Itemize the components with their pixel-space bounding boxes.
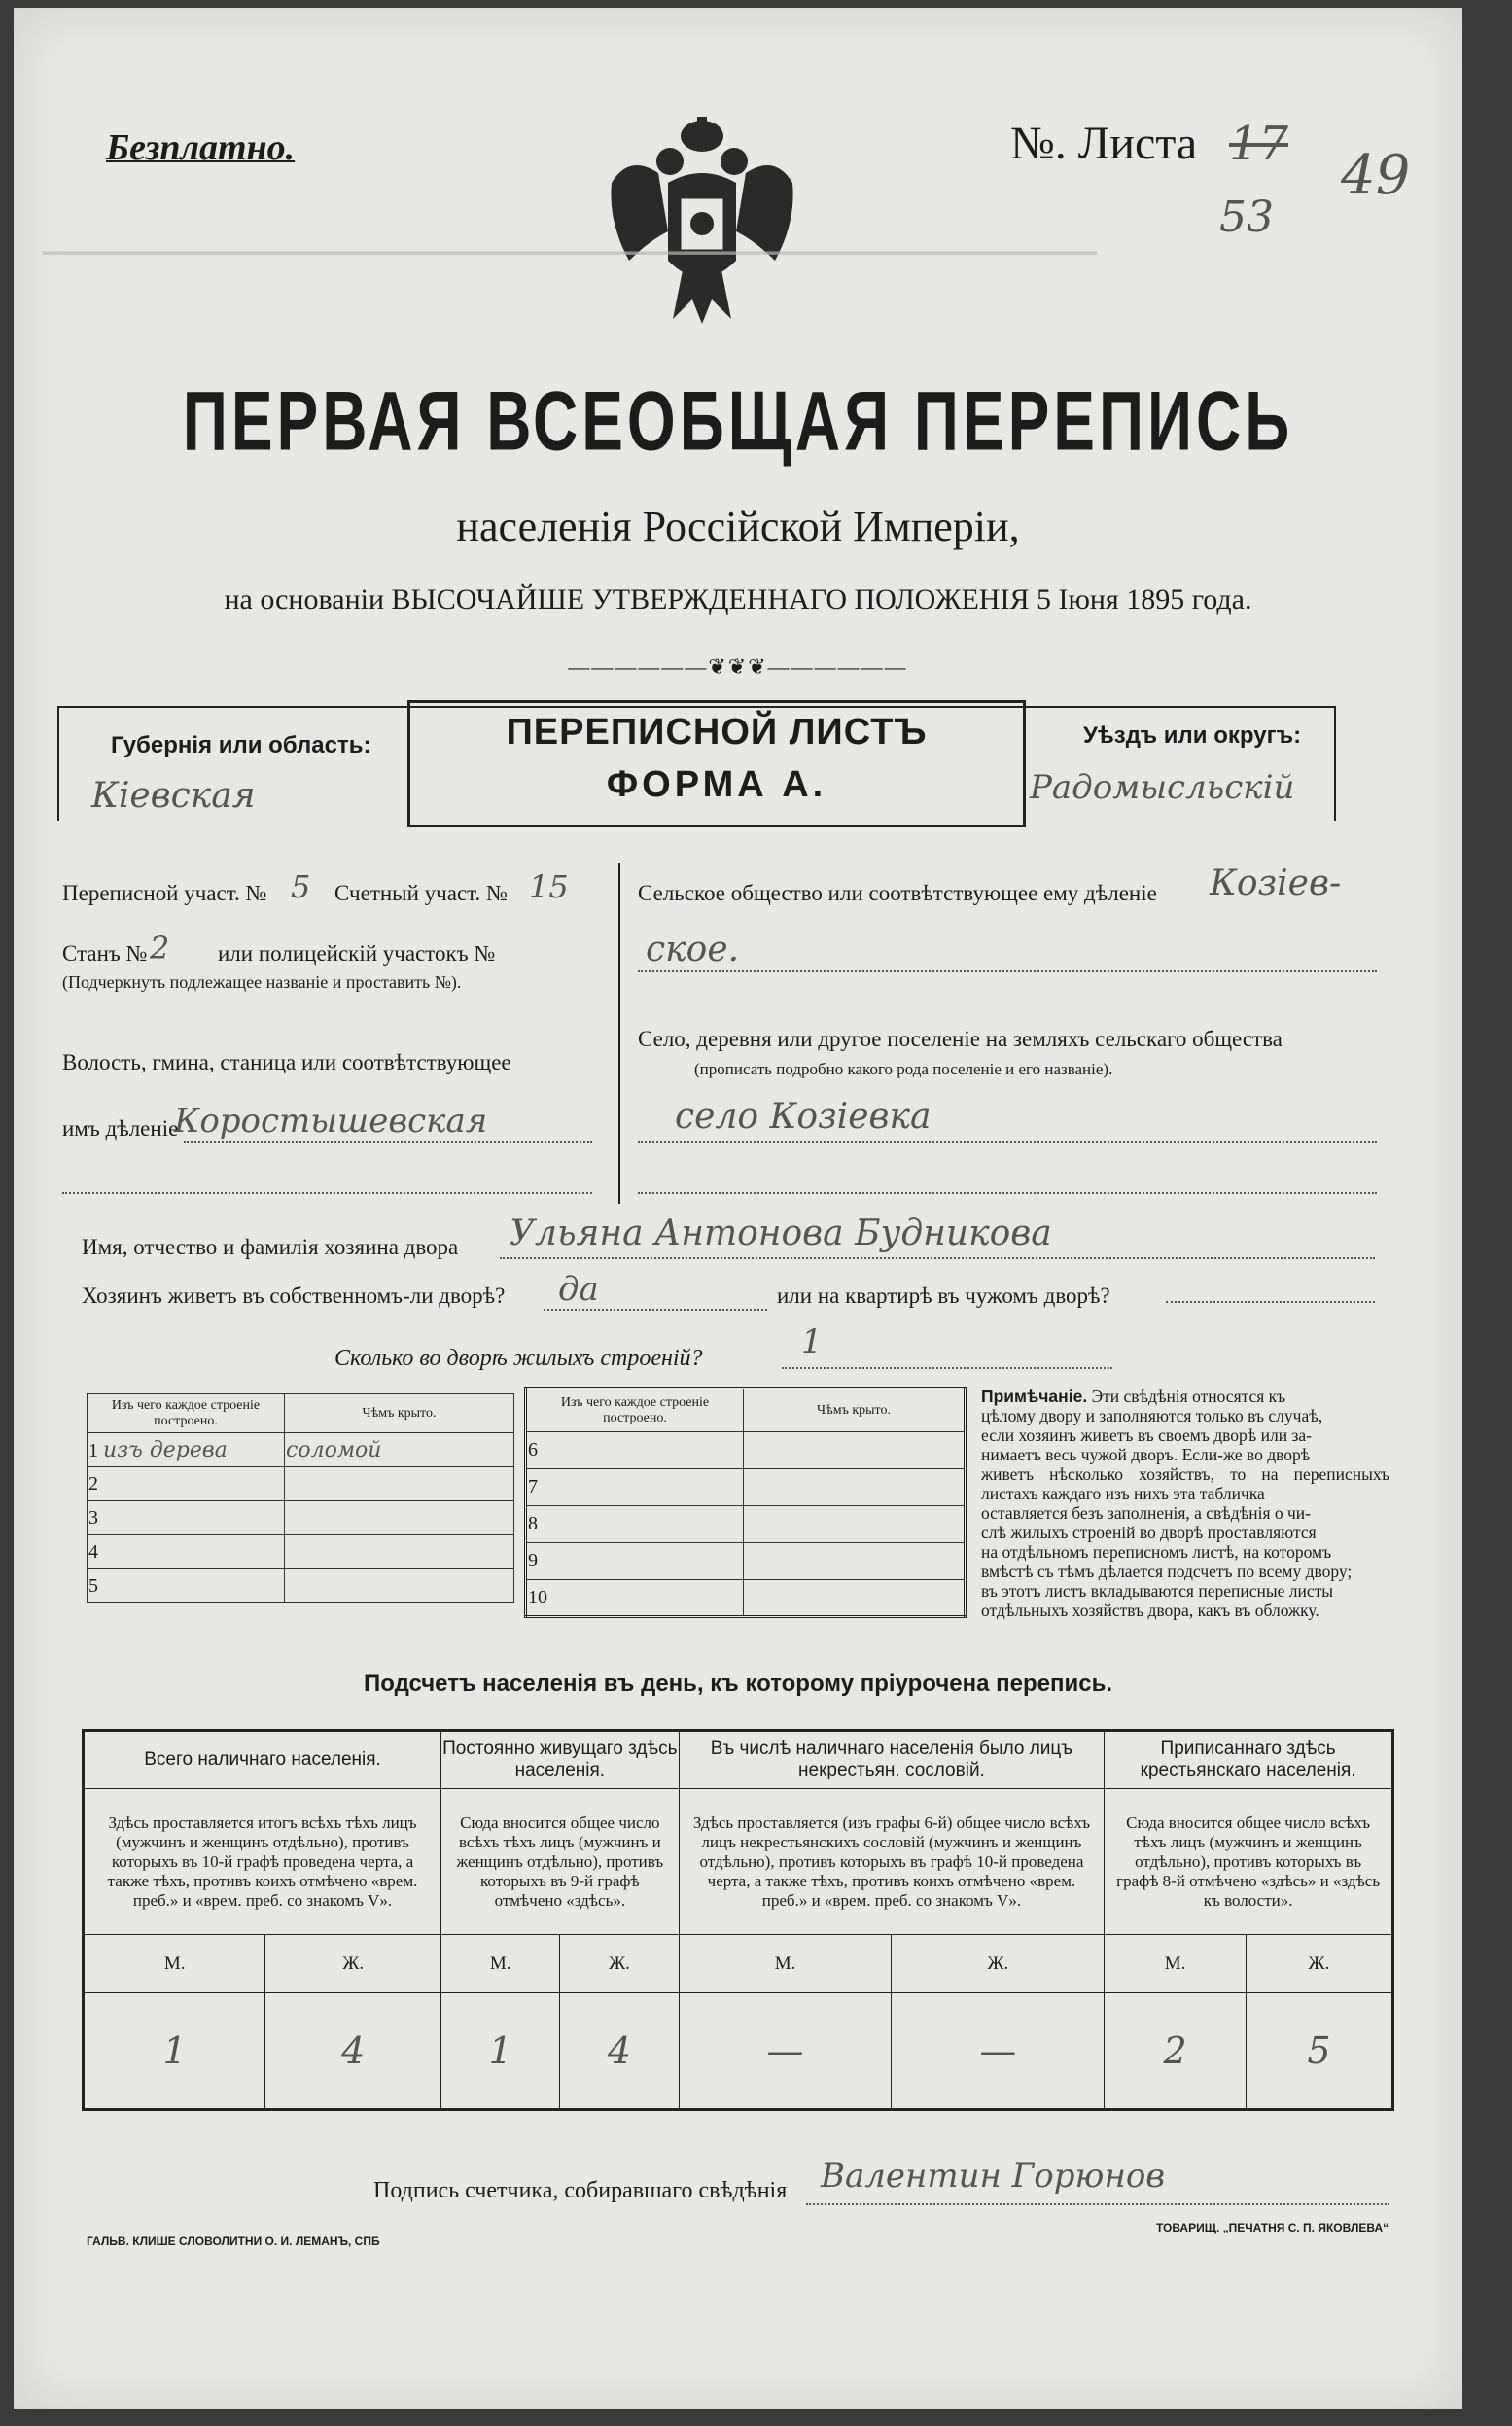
col-roof-right: Чѣмъ крыто. <box>744 1389 966 1432</box>
perepis-uch-value: 5 <box>291 868 311 905</box>
summary-col-4-m: 2 <box>1105 1993 1247 2110</box>
zh-label: Ж. <box>560 1935 679 1993</box>
table-row: 1 изъ дерева <box>88 1433 285 1467</box>
census-sheet <box>14 8 1462 2409</box>
fields-divider <box>618 863 620 1204</box>
gubernia-value: Кіевская <box>91 776 256 816</box>
col-roof: Чѣмъ крыто. <box>285 1394 514 1433</box>
form-header-left-edge <box>57 706 59 821</box>
village-label: Село, деревня или другое поселеніе на земляхъ сельскаго общества <box>638 1027 1283 1051</box>
perepis-uch-label: Переписной участ. № <box>62 881 267 905</box>
village-value: село Козiевка <box>675 1097 932 1137</box>
table-row: 4 <box>88 1535 285 1569</box>
summary-col-3-zh: — <box>892 1993 1105 2110</box>
stan-value: 2 <box>150 930 170 967</box>
signature-label: Подпись счетчика, собиравшаго свѣдѣнія <box>373 2178 788 2203</box>
schet-uch-value: 15 <box>529 868 569 905</box>
m-label: М. <box>441 1935 560 1993</box>
table-row: 6 <box>526 1432 744 1469</box>
own-yard-label: Хозяинъ живетъ въ собственномъ-ли дворѣ? <box>82 1283 506 1308</box>
zh-label: Ж. <box>1246 1935 1392 1993</box>
society-value-1: Козiев- <box>1210 863 1342 903</box>
village-note: (прописать подробно какого рода поселеніе и его названіе). <box>694 1060 1113 1078</box>
rent-rule <box>1166 1301 1375 1303</box>
buildings-rule <box>782 1367 1112 1369</box>
volost-rule-2 <box>62 1192 592 1194</box>
bleed-through-text: ━━━━━━━━━━━━━━━━━━━━━━━━━━━━━━━━━━━━━━━━━━━━━━━━━━━━━━━━━━━━━━━━━━━━━━━━━━━━━━━━━━━━━━━━━━ <box>43 243 1097 264</box>
gubernia-label: Губернія или область: <box>111 732 371 758</box>
table-row: 7 <box>526 1469 744 1506</box>
summary-col-2-desc: Сюда вносится общее число всѣхъ тѣхъ лицъ (мужчинъ и женщинъ отдѣльно), противъ которыхъ въ 9-й графѣ отмѣчено «здѣсь». <box>441 1789 680 1935</box>
footer-right: ТОВАРИЩ. „ПЕЧАТНЯ С. П. ЯКОВЛЕВА“ <box>1156 2221 1389 2234</box>
main-title: ПЕРВАЯ ВСЕОБЩАЯ ПЕРЕПИСЬ <box>182 373 1294 469</box>
basis-line: на основаніи ВЫСОЧАЙШЕ УТВЕРЖДЕННАГО ПОЛОЖЕНІЯ 5 Іюня 1895 года. <box>224 583 1252 615</box>
sheet-number-alt: 53 <box>1219 193 1274 242</box>
summary-col-1-desc: Здѣсь проставляется итогъ всѣхъ тѣхъ лицъ (мужчинъ и женщинъ отдѣльно), противъ которыхъ въ 10-й графѣ проведена черта, а также тѣхъ, противъ коихъ отмѣчено «врем. преб.» и «врем. преб. со знакомъ V». <box>84 1789 441 1935</box>
summary-col-4-head: Приписаннаго здѣсь крестьянскаго населенія. <box>1105 1731 1393 1789</box>
note-block: Примѣчаніе. Эти свѣдѣнія относятся къ цѣлому двору и заполняются только въ случаѣ, если хозяинъ живетъ въ своемъ дворѣ или за- нимаетъ весь чужой дворъ. Если-же во дворѣ живетъ нѣсколько хозяйствъ, то на переписныхъ листахъ каждаго изъ нихъ эта табличка оставляется безъ заполненія, а свѣдѣнія о чи- слѣ жилыхъ строеній во дворѣ проставляются на отдѣльномъ переписномъ листѣ, на которомъ вмѣстѣ съ тѣмъ дѣлается подсчетъ по всему двору; въ этотъ листъ вкладываются переписные листы отдѣльныхъ хозяйствъ двора, какъ въ обложку. <box>981 1387 1389 1620</box>
free-label: Безплатно. <box>106 127 296 168</box>
m-label: М. <box>679 1935 892 1993</box>
zh-label: Ж. <box>892 1935 1105 1993</box>
ornament-divider: ——————❦❦❦—————— <box>568 654 908 679</box>
sheet-title: ПЕРЕПИСНОЙ ЛИСТЪ <box>506 712 928 753</box>
volost-label2: имъ дѣленіе <box>62 1116 179 1141</box>
note-lead: Примѣчаніе. <box>981 1387 1088 1406</box>
table-row-roof: соломой <box>285 1433 514 1467</box>
rent-label: или на квартирѣ въ чужомъ дворѣ? <box>777 1283 1110 1308</box>
table-row: 3 <box>88 1501 285 1535</box>
sheet-number-value: 17 <box>1229 117 1289 171</box>
summary-col-3-head: Въ числѣ наличнаго населенія было лицъ некрестьян. сословій. <box>679 1731 1105 1789</box>
village-rule-2 <box>638 1192 1377 1194</box>
table-row: 8 <box>526 1506 744 1543</box>
table-row: 5 <box>88 1569 285 1603</box>
owner-name-rule <box>500 1257 1375 1259</box>
volost-label: Волость, гмина, станица или соотвѣтствующее <box>62 1050 511 1074</box>
stan-label: Станъ № <box>62 941 148 966</box>
uezd-value: Радомысльскiй <box>1030 768 1295 807</box>
summary-col-1-zh: 4 <box>265 1993 441 2110</box>
buildings-table-right <box>524 1387 967 1618</box>
society-label: Сельское общество или соотвѣтствующее ему дѣленіе <box>638 881 1157 905</box>
summary-col-4-desc: Сюда вносится общее число всѣхъ тѣхъ лицъ (мужчинъ и женщинъ отдѣльно), противъ которыхъ въ графѣ 8-й отмѣчено «здѣсь» и «здѣсь къ волости». <box>1105 1789 1393 1935</box>
summary-col-4-zh: 5 <box>1246 1993 1392 2110</box>
volost-rule <box>184 1141 592 1143</box>
stan-note: (Подчеркнуть подлежащее названіе и проставить №). <box>62 972 462 992</box>
subtitle: населенія Россійской Имперіи, <box>456 503 1020 550</box>
uezd-label: Уѣздъ или округъ: <box>1083 722 1302 749</box>
form-letter: ФОРМА А. <box>606 764 827 805</box>
volost-value: Коростышевская <box>174 1102 488 1141</box>
summary-table <box>82 1729 1394 2111</box>
signature-rule <box>806 2203 1389 2205</box>
own-yard-rule <box>544 1309 767 1311</box>
summary-col-1-m: 1 <box>84 1993 265 2110</box>
owner-name-value: Ульяна Антонова Будникова <box>510 1213 1052 1253</box>
schet-uch-label: Счетный участ. № <box>334 881 508 905</box>
m-label: М. <box>84 1935 265 1993</box>
table-row: 10 <box>526 1580 744 1617</box>
col-material: Изъ чего каждое строеніе построено. <box>88 1394 285 1433</box>
buildings-value: 1 <box>801 1322 823 1361</box>
summary-col-2-head: Постоянно живущаго здѣсь населенія. <box>441 1731 680 1789</box>
signature-value: Валентин Горюнов <box>821 2157 1166 2196</box>
police-label: или полицейскій участокъ № <box>218 941 496 966</box>
summary-col-1-head: Всего наличнаго населенія. <box>84 1731 441 1789</box>
society-rule <box>638 970 1377 972</box>
footer-left: ГАЛЬВ. КЛИШЕ СЛОВОЛИТНИ О. И. ЛЕМАНЪ, СПБ <box>87 2234 380 2248</box>
m-label: М. <box>1105 1935 1247 1993</box>
form-header-right-edge <box>1334 706 1336 821</box>
summary-col-3-m: — <box>679 1993 892 2110</box>
buildings-label: Сколько во дворѣ жилыхъ строеній? <box>334 1346 703 1371</box>
imperial-eagle-icon <box>600 115 804 329</box>
corner-number: 49 <box>1341 144 1411 207</box>
society-value-2: ское. <box>646 930 740 969</box>
buildings-table-left <box>87 1393 514 1603</box>
zh-label: Ж. <box>265 1935 441 1993</box>
summary-title: Подсчетъ населенія въ день, къ которому пріурочена перепись. <box>364 1670 1112 1697</box>
summary-col-3-desc: Здѣсь проставляется (изъ графы 6-й) общее число всѣхъ лицъ некрестьянскихъ сословій (мужчинъ и женщинъ отдѣльно), противъ которыхъ въ графѣ 10-й проведена черта, а также тѣхъ, противъ коихъ отмѣчено «врем. преб.» и «врем. преб. со знакомъ V». <box>679 1789 1105 1935</box>
col-material-right: Изъ чего каждое строеніе построено. <box>526 1389 744 1432</box>
table-row: 9 <box>526 1543 744 1580</box>
sheet-number-label: №. Листа <box>1010 118 1198 169</box>
own-yard-value: да <box>558 1270 599 1309</box>
summary-col-2-m: 1 <box>441 1993 560 2110</box>
summary-col-2-zh: 4 <box>560 1993 679 2110</box>
owner-name-label: Имя, отчество и фамилія хозяина двора <box>82 1235 459 1259</box>
table-row: 2 <box>88 1467 285 1501</box>
village-rule <box>638 1141 1377 1143</box>
